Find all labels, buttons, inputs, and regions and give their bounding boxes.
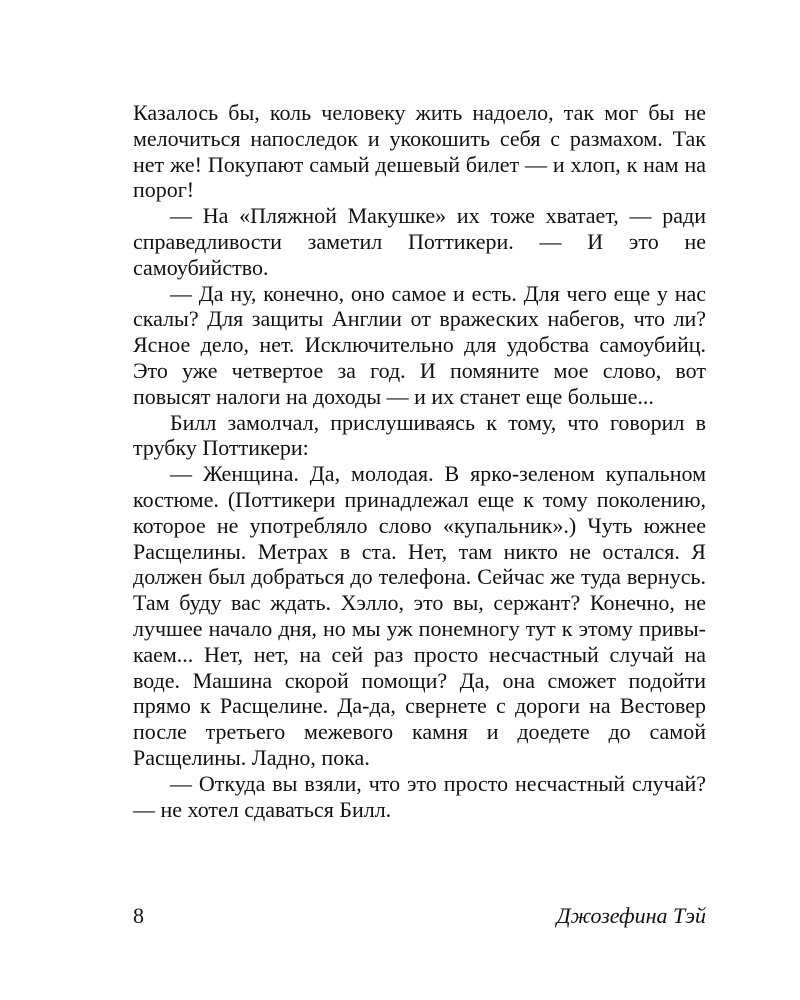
paragraph-4: Билл замолчал, прислушиваясь к тому, что говорил в трубку Поттикери: <box>133 409 706 461</box>
page-footer <box>133 903 706 933</box>
page-number: 8 <box>133 903 144 928</box>
paragraph-2: — На «Пляжной Макушке» их тоже хватает, — ради справедливости заметил Поттикери. — И это не самоубийство. <box>133 203 706 280</box>
paragraph-5: — Женщина. Да, молодая. В ярко-зеленом купальном костюме. (Поттикери принадлежал еще к тому поколению, которое не употребляло слово «купальник».) Чуть южнее Расщелины. Метрах в ста. Нет, там никто не остался. Я должен был добраться до телефона. Сейчас же туда вернусь. Там буду вас ждать. Хэлло, это вы, сержант? Конечно, не лучшее начало дня, но мы уж понемногу тут к этому привыкаем... Нет, нет, на сей раз просто несчастный случай на воде. Машина скорой помощи? Да, она сможет подойти прямо к Расщелине. Да-да, свернете с дороги на Вестовер после третьего межевого камня и доедете до самой Расщелины. Ладно, пока. <box>133 461 706 770</box>
paragraph-3: — Да ну, конечно, оно самое и есть. Для чего еще у нас скалы? Для защиты Англии от вражеских набегов, что ли? Ясное дело, нет. Исключительно для удобства самоубийц. Это уже четвертое за год. И помяните мое слово, вот повысят налоги на доходы — и их станет еще больше... <box>133 280 706 409</box>
running-author: Джозефина Тэй <box>556 903 706 928</box>
body-text <box>133 100 706 822</box>
paragraph-1: Казалось бы, коль человеку жить надоело, так мог бы не мелочиться напоследок и укокошить себя с размахом. Так нет же! Покупают самый дешевый билет — и хлоп, к нам на порог! <box>133 100 706 203</box>
paragraph-6: — Откуда вы взяли, что это просто несчастный случай? — не хотел сдаваться Билл. <box>133 770 706 822</box>
